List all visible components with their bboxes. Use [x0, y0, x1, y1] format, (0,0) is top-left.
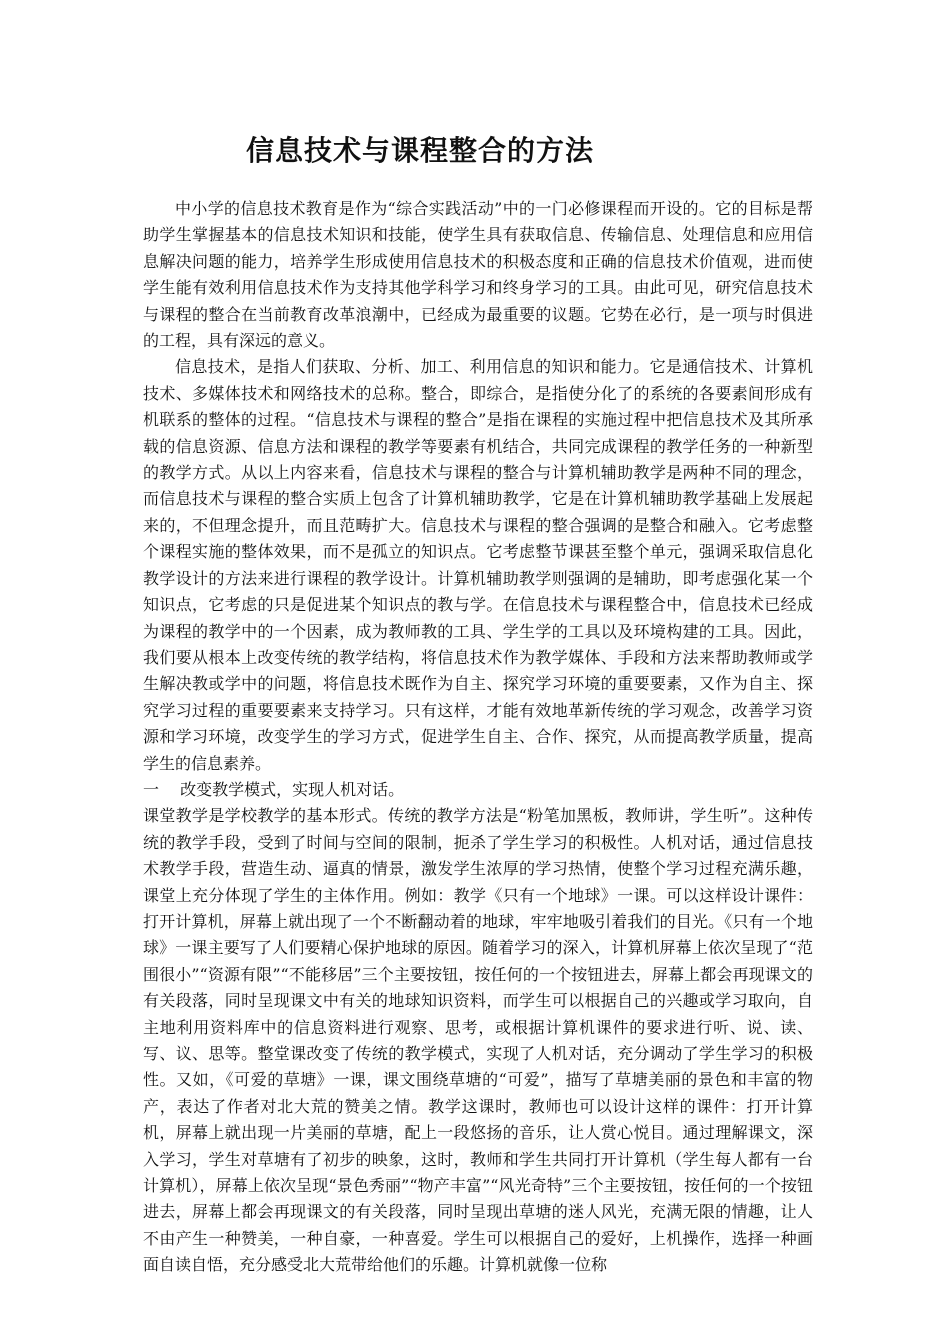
document-title: 信息技术与课程整合的方法	[246, 134, 595, 167]
section-paragraph: 课堂教学是学校教学的基本形式。传统的教学方法是“粉笔加黑板，教师讲，学生听”。这种传统的教学手段，受到了时间与空间的限制，扼杀了学生学习的积极性。人机对话，通过信息技术教学手段，营造生动、逼真的情景，激发学生浓厚的学习热情，使整个学习过程充满乐趣，课堂上充分体现了学生的主体作用。例如：教学《只有一个地球》一课。可以这样设计课件：打开计算机，屏幕上就出现了一个不断翻动着的地球，牢牢地吸引着我们的目光。《只有一个地球》一课主要写了人们要精心保护地球的原因。随着学习的深入，计算机屏幕上依次呈现了“范围很小”“资源有限”“不能移居”三个主要按钮，按任何的一个按钮进去，屏幕上都会再现课文的有关段落，同时呈现课文中有关的地球知识资料，而学生可以根据自己的兴趣或学习取向，自主地利用资料库中的信息资料进行观察、思考，或根据计算机课件的要求进行听、说、读、写、议、思等。整堂课改变了传统的教学模式，实现了人机对话，充分调动了学生学习的积极性。又如，《可爱的草塘》一课，课文围绕草塘的“可爱”，描写了草塘美丽的景色和丰富的物产，表达了作者对北大荒的赞美之情。教学这课时，教师也可以设计这样的课件：打开计算机，屏幕上就出现一片美丽的草塘，配上一段悠扬的音乐，让人赏心悦目。通过理解课文，深入学习，学生对草塘有了初步的映象，这时，教师和学生共同打开计算机（学生每人都有一台计算机），屏幕上依次呈现“景色秀丽”“物产丰富”“风光奇特”三个主要按钮，按任何的一个按钮进去，屏幕上都会再现课文的有关段落，同时呈现出草塘的迷人风光，充满无限的情趣，让人不由产生一种赞美，一种自豪，一种喜爱。学生可以根据自己的爱好，上机操作，选择一种画面自读自悟，充分感受北大荒带给他们的乐趣。计算机就像一位称	[143, 806, 813, 1275]
intro-paragraph: 中小学的信息技术教育是作为“综合实践活动”中的一门必修课程而开设的。它的目标是帮助学生掌握基本的信息技术知识和技能，使学生具有获取信息、传输信息、处理信息和应用信息解决问题的能力，培养学生形成使用信息技术的积极态度和正确的信息技术价值观，进而使学生能有效利用信息技术作为支持其他学科学习和终身学习的工具。由此可见，研究信息技术与课程的整合在当前教育改革浪潮中，已经成为最重要的议题。它势在必行，是一项与时俱进的工程，具有深远的意义。	[143, 199, 813, 351]
section-heading: 一 改变教学模式，实现人机对话。	[143, 779, 405, 799]
definition-paragraph: 信息技术，是指人们获取、分析、加工、利用信息的知识和能力。它是通信技术、计算机技术、多媒体技术和网络技术的总称。整合，即综合，是指使分化了的系统的各要素间形成有机联系的整体的过程。“信息技术与课程的整合”是指在课程的实施过程中把信息技术及其所承载的信息资源、信息方法和课程的教学等要素有机结合，共同完成课程的教学任务的一种新型的教学方式。从以上内容来看，信息技术与课程的整合与计算机辅助教学是两种不同的理念，而信息技术与课程的整合实质上包含了计算机辅助教学，它是在计算机辅助教学基础上发展起来的，不但理念提升，而且范畴扩大。信息技术与课程的整合强调的是整合和融入。它考虑整个课程实施的整体效果，而不是孤立的知识点。它考虑整节课甚至整个单元，强调采取信息化教学设计的方法来进行课程的教学设计。计算机辅助教学则强调的是辅助，即考虑强化某一个知识点，它考虑的只是促进某个知识点的教与学。在信息技术与课程整合中，信息技术已经成为课程的教学中的一个因素，成为教师教的工具、学生学的工具以及环境构建的工具。因此，我们要从根本上改变传统的教学结构，将信息技术作为教学媒体、手段和方法来帮助教师或学生解决教或学中的问题，将信息技术既作为自主、探究学习环境的重要要素，又作为自主、探究学习过程的重要要素来支持学习。只有这样，才能有效地革新传统的学习观念，改善学习资源和学习环境，改变学生的学习方式，促进学生自主、合作、探究，从而提高教学质量，提高学生的信息素养。	[143, 357, 813, 773]
document-body	[143, 196, 813, 1279]
